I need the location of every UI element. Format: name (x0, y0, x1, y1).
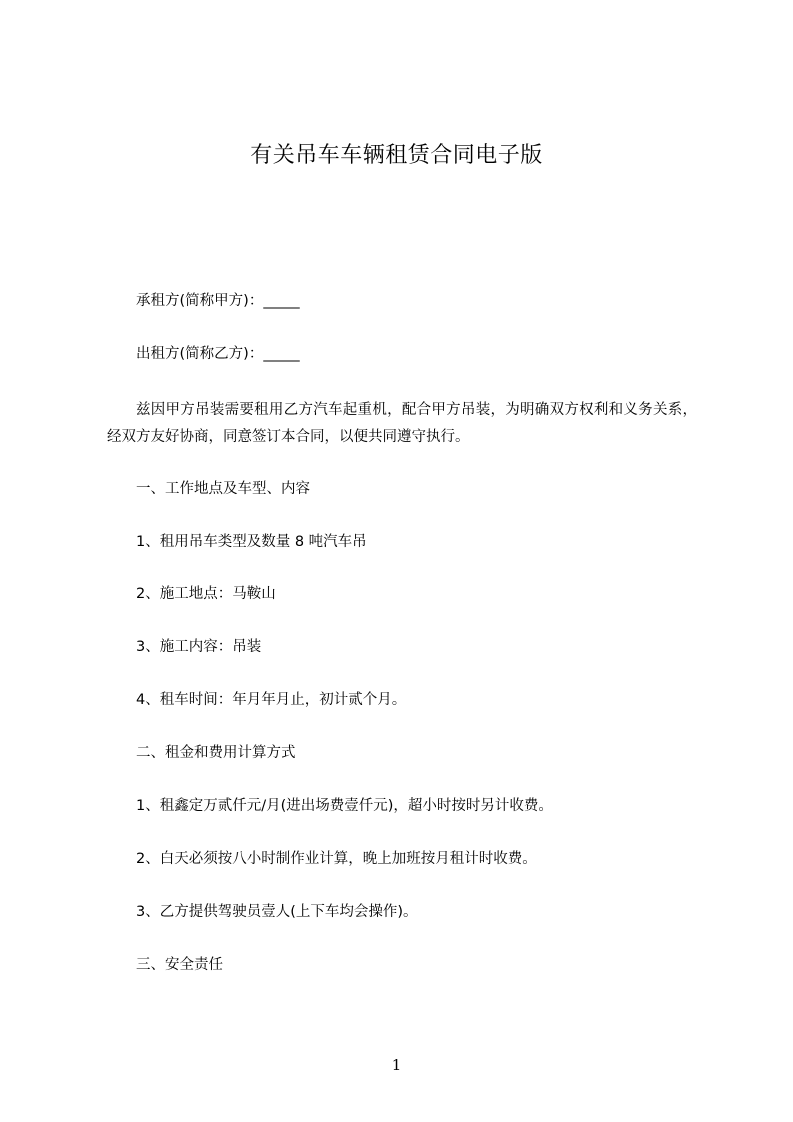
document-title: 有关吊车车辆租赁合同电子版 (250, 143, 543, 168)
section-2-item-3: 3、乙方提供驾驶员壹人(上下车均会操作)。 (136, 904, 418, 920)
section-1-item-4: 4、租车时间：年月年月止，初计贰个月。 (136, 692, 407, 708)
section-1-item-2: 2、施工地点：马鞍山 (136, 586, 276, 602)
section-1-heading: 一、工作地点及车型、内容 (136, 481, 310, 497)
page-number: 1 (391, 1056, 402, 1074)
intro-paragraph: 兹因甲方吊装需要租用乙方汽车起重机，配合甲方吊装，为明确双方权利和义务关系，经双方友好协商，同意签订本合同，以便共同遵守执行。 (107, 402, 697, 445)
section-1-item-3: 3、施工内容：吊装 (136, 639, 262, 655)
section-1-item-1: 1、租用吊车类型及数量 8 吨汽车吊 (136, 534, 367, 550)
section-2-heading: 二、租金和费用计算方式 (136, 745, 296, 761)
section-3-heading: 三、安全责任 (136, 957, 223, 973)
lessee-line: 承租方(简称甲方)：_____ (136, 293, 300, 309)
lessor-line: 出租方(简称乙方)：_____ (136, 346, 300, 362)
section-2-item-2: 2、白天必须按八小时制作业计算，晚上加班按月租计时收费。 (136, 851, 537, 867)
section-2-item-1: 1、租鑫定万贰仟元/月(进出场费壹仟元)，超小时按时另计收费。 (136, 798, 553, 814)
